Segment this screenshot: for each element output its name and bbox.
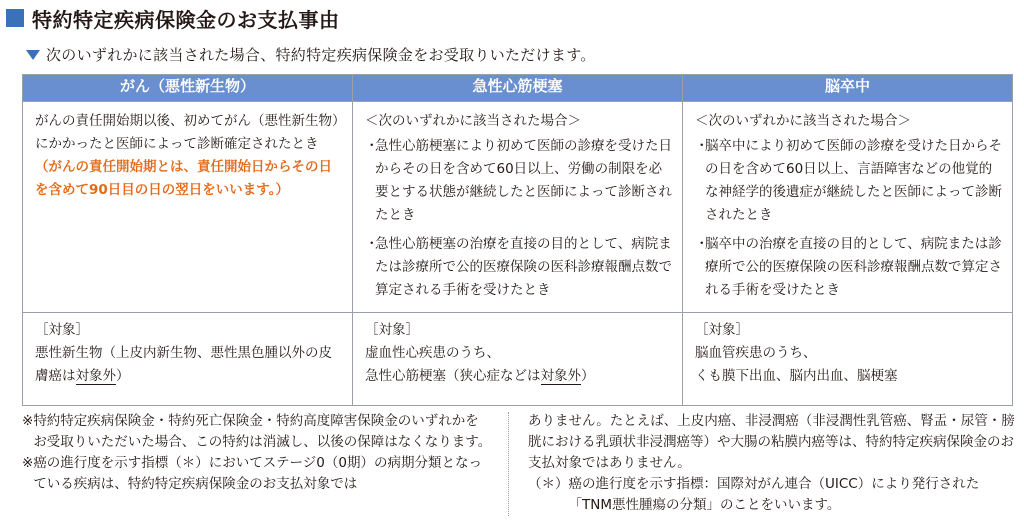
target-label: ［対象］ [365,322,419,338]
page-title: 特約特定疾病保険金のお支払事由 [32,7,340,32]
stroke-condition-cell [683,102,1013,313]
target-label: ［対象］ [35,322,89,338]
stroke-intro: ＜次のいずれかに該当された場合＞ [695,113,911,129]
list-item: ・ 急性心筋梗塞により初めて医師の診療を受けた日からその日を含めて60日以上、労働の制限を必要とする状態が継続したと医師によって診断されたとき [365,135,672,227]
square-marker-icon [6,9,24,27]
cancer-target-text: 悪性新生物（上皮内新生物、悪性黒色腫以外の皮膚癌は対象外） [35,345,332,384]
notes-left-column [22,411,492,495]
mi-intro: ＜次のいずれかに該当された場合＞ [365,113,581,129]
excluded-mark: 対象外 [75,368,116,384]
target-label: ［対象］ [695,322,749,338]
excluded-mark: 対象外 [540,368,581,384]
payment-conditions-table [22,74,1013,406]
header-stroke: 脳卒中 [683,75,1013,102]
header-row [23,75,1013,102]
stroke-bullet-2: 脳卒中の治療を直接の目的として、病院または診療所で公的医療保険の医科診療報酬点数で算定される手術を受けたとき [705,236,1002,298]
mi-condition-cell [353,102,683,313]
list-item: ・ 脳卒中の治療を直接の目的として、病院または診療所で公的医療保険の医科診療報酬点数で算定される手術を受けたとき [695,233,1002,302]
stroke-target-line2: くも膜下出血、脳内出血、脳梗塞 [695,368,898,384]
note-2: ※ 癌の進行度を示す指標（＊）においてステージ0（0期）の病期分類となっている疾病は、特約特定疾病保険金のお支払対象では [22,455,482,492]
cancer-condition-cell [23,102,353,313]
note-2-continued: ありません。たとえば、上皮内癌、非浸潤癌（非浸潤性乳管癌、腎盂・尿管・膀胱における乳頭状非浸潤癌等）や大腸の粘膜内癌等は、特約特定疾病保険金のお支払対象ではありません。 [528,413,1015,471]
mi-target-cell [353,313,683,406]
cancer-condition-text: がんの責任開始期以後、初めてがん（悪性新生物）にかかったと医師によって診断確定されたとき [35,113,339,152]
target-row [23,313,1013,406]
header-cancer: がん（悪性新生物） [23,75,353,102]
subtitle-row [26,44,596,65]
header-myocardial-infarction: 急性心筋梗塞 [353,75,683,102]
cancer-target-cell [23,313,353,406]
mi-target-line1: 虚血性心疾患のうち、 [365,345,500,361]
mi-bullet-2: 急性心筋梗塞の治療を直接の目的として、病院または診療所で公的医療保険の医科診療報酬点数で算定される手術を受けたとき [375,236,672,298]
mi-bullet-1: 急性心筋梗塞により初めて医師の診療を受けた日からその日を含めて60日以上、労働の制限を必要とする状態が継続したと医師によって診断されたとき [375,138,672,223]
subtitle: 次のいずれかに該当された場合、特約特定疾病保険金をお受取りいただけます。 [46,46,596,64]
stroke-target-cell [683,313,1013,406]
stroke-target-line1: 脳血管疾患のうち、 [695,345,817,361]
list-item: ・ 脳卒中により初めて医師の診療を受けた日からその日を含めて60日以上、言語障害などの他覚的な神経学的後遺症が継続したと医師によって診断されたとき [695,135,1002,227]
mi-target-line2: 急性心筋梗塞（狭心症などは対象外） [365,368,595,384]
column-divider [508,412,509,516]
note-1: ※ 特約特定疾病保険金・特約死亡保険金・特約高度障害保険金のいずれかをお受取りいただいた場合、この特約は消滅し、以後の保障はなくなります。 [22,413,492,450]
cancer-note-orange: （がんの責任開始期とは、責任開始日からその日を含めて90日目の日の翌日をいいます。） [35,159,332,198]
notes-right-column [528,411,1018,516]
note-3: （＊） 癌の進行度を示す指標：国際対がん連合（UICC）により発行された「TNM悪性腫瘍の分類」のことをいいます。 [528,476,980,513]
condition-row [23,102,1013,313]
section-title [6,5,340,31]
triangle-down-icon [26,50,40,60]
stroke-bullet-1: 脳卒中により初めて医師の診療を受けた日からその日を含めて60日以上、言語障害などの他覚的な神経学的後遺症が継続したと医師によって診断されたとき [705,138,1002,223]
list-item: ・ 急性心筋梗塞の治療を直接の目的として、病院または診療所で公的医療保険の医科診療報酬点数で算定される手術を受けたとき [365,233,672,302]
